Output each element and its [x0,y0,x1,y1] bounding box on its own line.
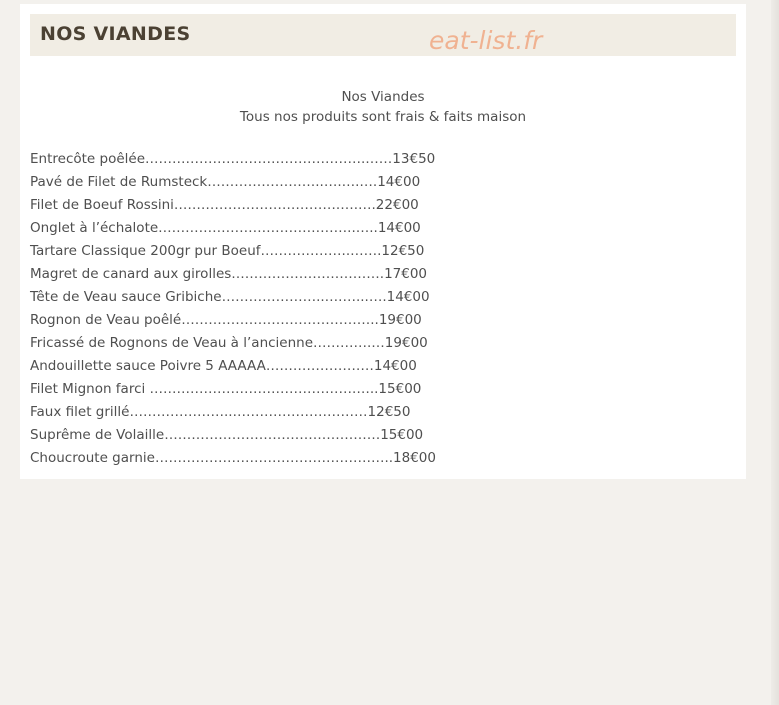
menu-item: Tartare Classique 200gr pur Boeuf………………..…….12€50 [30,243,425,259]
section-title: NOS VIANDES [40,23,191,45]
section-header [30,14,736,56]
intro-title: Nos Viandes [341,89,425,105]
menu-item: Pavé de Filet de Rumsteck……………………..….….….14€00 [30,174,421,190]
menu-item: Faux filet grillé…………………..…………………………12€50 [30,404,411,420]
menu-item: Rognon de Veau poêlé……………………………………..19€00 [30,312,422,328]
menu-item: Tête de Veau sauce Gribiche…………………..….…...….14€00 [30,289,430,305]
intro-subtitle: Tous nos produits sont frais & faits maison [239,109,527,125]
page-edge [771,0,779,705]
menu-item: Fricassé de Rognons de Veau à l’ancienne………….…19€00 [30,335,428,351]
menu-item: Entrecôte poêlée………………………………………….……13€50 [30,151,436,167]
watermark: eat-list.fr [429,26,543,55]
menu-item: Filet de Boeuf Rossini……………………………….….….22€00 [30,197,419,213]
menu-list [30,148,436,470]
menu-item: Suprême de Volaille…………………………………………15€00 [30,427,424,443]
menu-item: Filet Mignon farci ……………………………………….…..15€00 [30,381,422,397]
menu-item: Andouillette sauce Poivre 5 AAAAA……………………14€00 [30,358,417,374]
menu-item: Onglet à l’échalote……………………………………..…..14€00 [30,220,421,236]
menu-item: Choucroute garnie……………………………………………..18€00 [30,450,436,466]
menu-card [20,4,746,479]
menu-item: Magret de canard aux girolles…………………………….17€00 [30,266,428,282]
